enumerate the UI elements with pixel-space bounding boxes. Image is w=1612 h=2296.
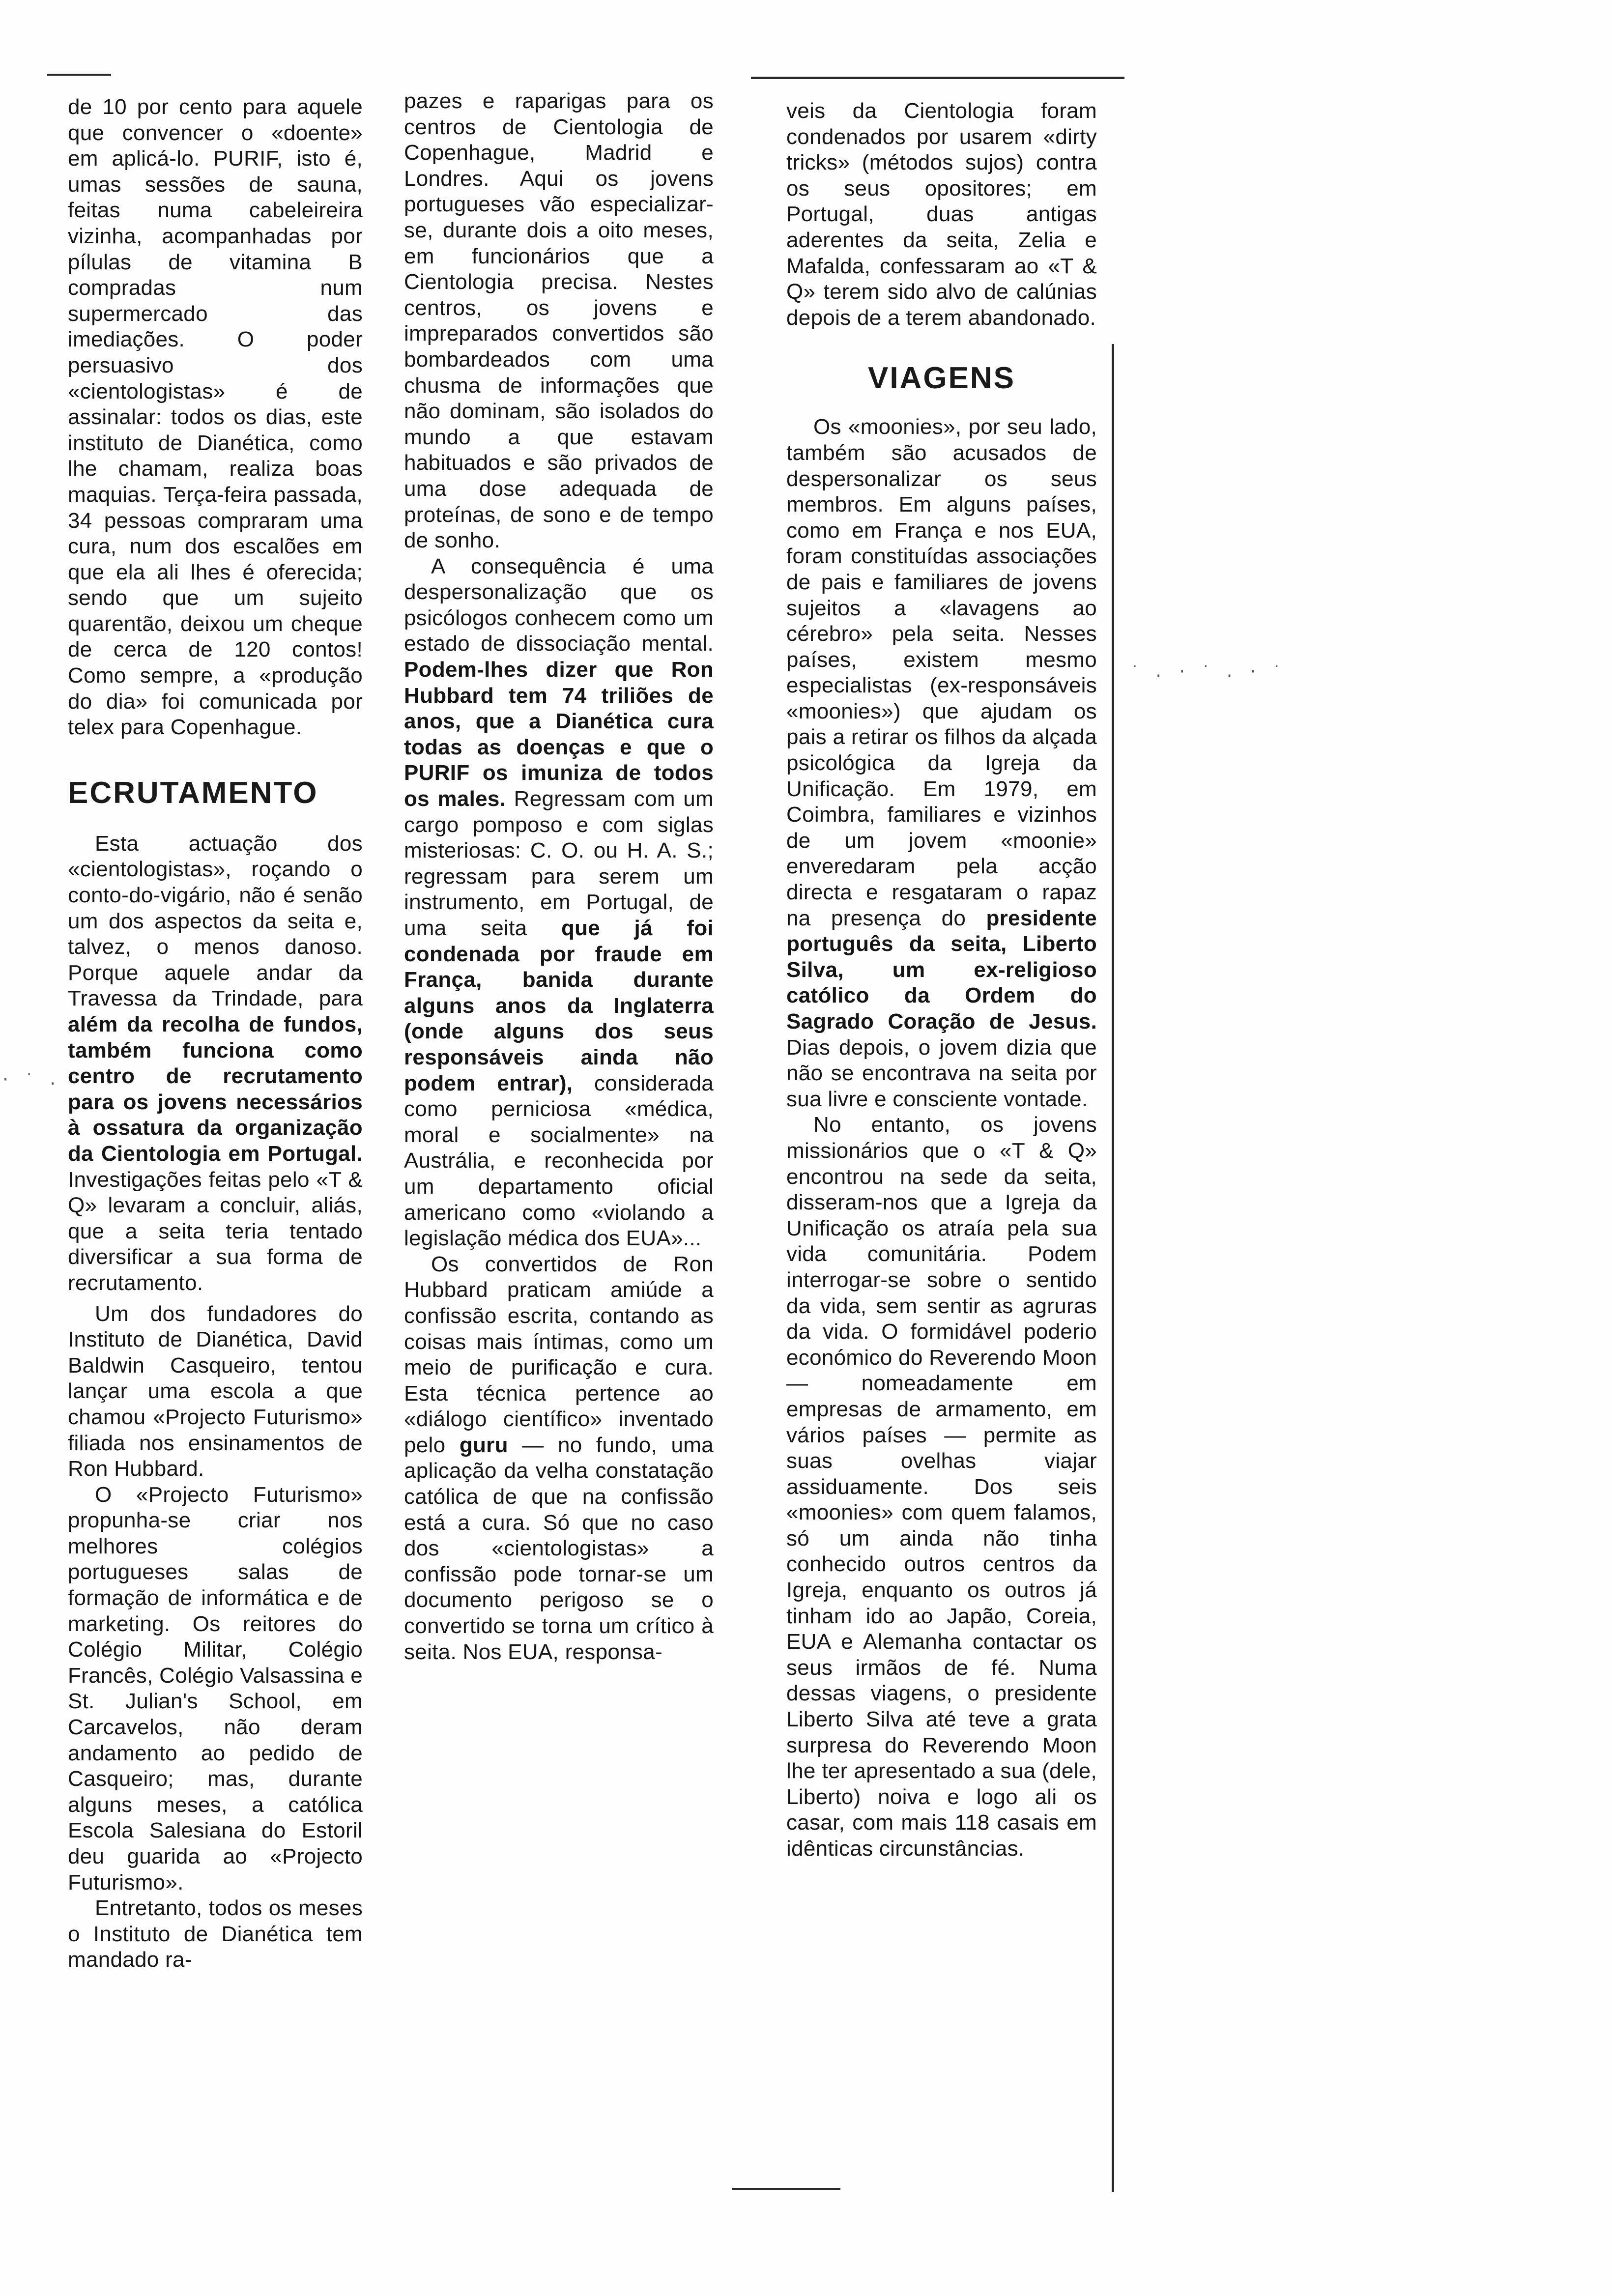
article-column-3 bbox=[786, 98, 1097, 1862]
article-paragraph: Os «moonies», por seu lado, também são acusados de despersonalizar os seus membros. Em alguns países, como em França e nos EUA, foram constituídas associações de pais e familiares de jovens sujeitos a «lavagens ao cérebro» pela seita. Nesses países, existem mesmo especialistas (ex-responsáveis «moonies») que ajudam os pais a retirar os filhos da alçada psicológica da Igreja da Unificação. Em 1979, em Coimbra, familiares e vizinhos de um jovem «moonie» enveredaram pela acção directa e resgataram o rapaz na presença do presidente português da seita, Liberto Silva, um ex-religioso católico da Ordem do Sagrado Coração de Jesus. Dias depois, o jovem dizia que não se encontrava na seita por sua livre e consciente vontade. bbox=[786, 415, 1097, 1111]
article-paragraph: No entanto, os jovens missionários que o «T & Q» encontrou na sede da seita, disseram-nos que a Igreja da Unificação os atraía pela sua vida comunitária. Podem interrogar-se sobre o sentido da vida, sem sentir as agruras da vida. O formidável poderio económico do Reverendo Moon — nomeadamente em empresas de armamento, em vários países — permite as suas ovelhas viajar assiduamente. Dos seis «moonies» com quem falamos, só um ainda não tinha conhecido outros centros da Igreja, enquanto os outros já tinham ido ao Japão, Coreia, EUA e Alemanha contactar os seus irmãos de fé. Numa dessas viagens, o presidente Liberto Silva até teve a grata surpresa do Reverendo Moon lhe ter apresentado a sua (dele, Liberto) noiva e logo ali os casar, com mais 118 casais em idênticas circunstâncias. bbox=[786, 1113, 1097, 1861]
article-paragraph: de 10 por cento para aquele que convencer o «doente» em aplicá-lo. PURIF, isto é, umas sessões de sauna, feitas numa cabeleireira vizinha, acompanhadas por pílulas de vitamina B compradas num supermercado das imediações. O poder persuasivo dos «cientologistas» é de assinalar: todos os dias, este instituto de Dianética, como lhe chamam, realiza boas maquias. Terça-feira passada, 34 pessoas compraram uma cura, num dos escalões em que ela ali lhes é oferecida; sendo que um sujeito quarentão, deixou um cheque de cerca de 120 contos! Como sempre, a «produção do dia» foi comunicada por telex para Copenhague. bbox=[68, 95, 363, 740]
article-paragraph: pazes e raparigas para os centros de Cientologia de Copenhague, Madrid e Londres. Aqui os jovens portugueses vão especializar-se, durante dois a oito meses, em funcionários que a Cientologia precisa. Nestes centros, os jovens e impreparados convertidos são bombardeados com uma chusma de informações que não dominam, são isolados do mundo a que estavam habituados e são privados de uma dose adequada de proteínas, de sono e de tempo de sonho. bbox=[404, 89, 714, 553]
article-paragraph: Esta actuação dos «cientologistas», roçando o conto-do-vigário, não é senão um dos aspectos da seita e, talvez, o menos danoso. Porque aquele andar da Travessa da Trindade, para além da recolha de fundos, também funciona como centro de recrutamento para os jovens necessários à ossatura da organização da Cientologia em Portugal. Investigações feitas pelo «T & Q» levaram a concluir, aliás, que a seita teria tentado diversificar a sua forma de recrutamento. bbox=[68, 831, 363, 1295]
article-paragraph: veis da Cientologia foram condenados por usarem «dirty tricks» (métodos sujos) contra os seus opositores; em Portugal, duas antigas aderentes da seita, Zelia e Mafalda, confessaram ao «T & Q» terem sido alvo de calúnias depois de a terem abandonado. bbox=[786, 99, 1097, 330]
section-heading: VIAGENS bbox=[867, 361, 1016, 396]
scan-noise-left: · ˙ . · bbox=[1, 1071, 84, 1089]
column-rule-right bbox=[1112, 344, 1114, 2192]
top-rule-right bbox=[751, 77, 1124, 79]
article-paragraph: Um dos fundadores do Instituto de Dianética, David Baldwin Casqueiro, tentou lançar uma escola a que chamou «Projecto Futurismo» filiada nos ensinamentos de Ron Hubbard. bbox=[68, 1301, 363, 1481]
article-paragraph: Os convertidos de Ron Hubbard praticam amiúde a confissão escrita, contando as coisas mais íntimas, como um meio de purificação e cura. Esta técnica pertence ao «diálogo científico» inventado pelo guru — no fundo, uma aplicação da velha constatação católica de que na confissão está a cura. Só que no caso dos «cientologistas» a confissão pode tornar-se um documento perigoso se o convertido se torna um crítico à seita. Nos EUA, responsa- bbox=[404, 1252, 714, 1664]
article-paragraph: Entretanto, todos os meses o Instituto de Dianética tem mandado ra- bbox=[68, 1896, 363, 1972]
section-heading: ECRUTAMENTO bbox=[68, 775, 318, 810]
top-rule-left bbox=[47, 74, 111, 76]
article-paragraph: A consequência é uma despersonalização que os psicólogos conhecem como um estado de dissociação mental. Podem-lhes dizer que Ron Hubbard tem 74 triliões de anos, que a Dianética cura todas as doenças e que o PURIF os imuniza de todos os males. Regressam com um cargo pomposo e com siglas misteriosas: C. O. ou H. A. S.; regressam para serem um instrumento, em Portugal, de uma seita que já foi condenada por fraude em França, banida durante alguns anos da Inglaterra (onde alguns dos seus responsáveis ainda não podem entrar), considerada como perniciosa «médica, moral e socialmente» na Austrália, e reconhecida por um departamento oficial americano como «violando a legislação médica dos EUA»... bbox=[404, 554, 714, 1251]
article-paragraph: O «Projecto Futurismo» propunha-se criar nos melhores colégios portugueses salas de formação de informática e de marketing. Os reitores do Colégio Militar, Colégio Francês, Colégio Valsassina e St. Julian's School, em Carcavelos, não deram andamento ao pedido de Casqueiro; mas, durante alguns meses, a católica Escola Salesiana do Estoril deu guarida ao «Projecto Futurismo». bbox=[68, 1482, 363, 1894]
article-column-2 bbox=[404, 88, 714, 1665]
bottom-rule bbox=[732, 2188, 840, 2190]
article-column-1 bbox=[68, 94, 363, 1973]
scan-noise-right: ˙ . · ˙ . · ˙ bbox=[1130, 663, 1284, 681]
